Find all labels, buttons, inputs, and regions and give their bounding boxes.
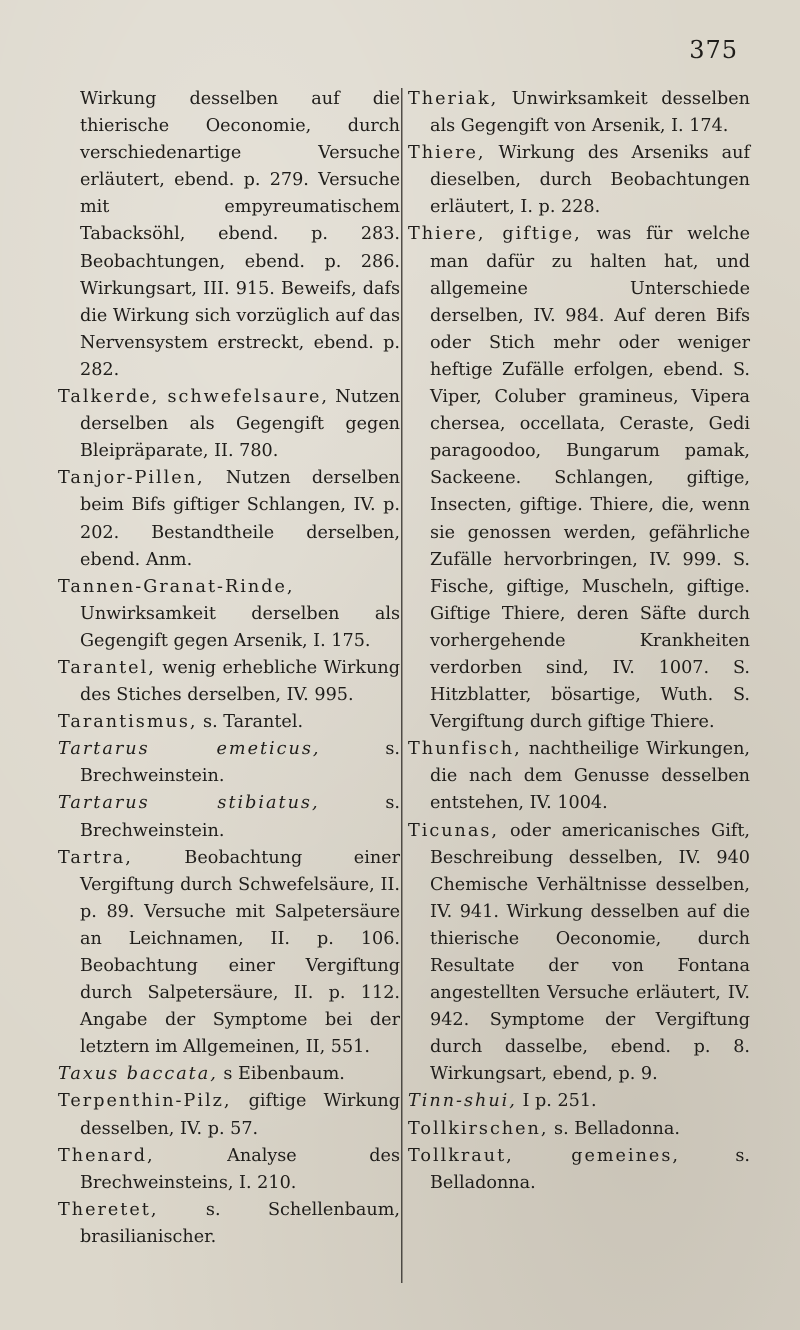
index-entry	[58, 1061, 400, 1088]
entry-headword: Tarantismus,	[58, 712, 198, 733]
entry-headword: Tannen-Granat-Rinde,	[58, 576, 295, 597]
index-entry	[408, 818, 750, 1089]
index-entry	[408, 1088, 750, 1115]
index-entry	[58, 790, 400, 844]
entry-headword: Tartarus emeticus,	[58, 739, 321, 760]
entry-text: Nutzen derselben als Gegengift gegen Bleipräparate, II. 780.	[80, 387, 401, 462]
index-entry	[58, 736, 400, 790]
entry-headword: Thiere, giftige,	[408, 224, 582, 245]
index-entry	[58, 574, 400, 655]
index-entry	[58, 384, 400, 465]
entry-headword: Tinn-shui,	[408, 1091, 517, 1112]
entry-headword: Tarantel,	[58, 657, 156, 678]
entry-headword: Ticunas,	[408, 820, 499, 841]
index-entry	[408, 140, 750, 221]
entry-headword: Tanjor-Pillen,	[58, 468, 205, 489]
entry-headword: Taxus baccata,	[58, 1064, 218, 1085]
entry-text: Beobachtung einer Vergiftung durch Schwefelsäure, II. p. 89. Versuche mit Salpetersäure an Leichnamen, II. p. 106. Beobachtung einer Vergiftung durch Salpetersäure, II. p. 112. Angabe der Symptome bei der letztern im Allgemeinen, II, 551.	[80, 847, 400, 1058]
index-entry	[58, 709, 400, 736]
entry-headword: Thunfisch,	[408, 739, 522, 760]
index-entry	[58, 1143, 400, 1197]
entry-text: wenig erhebliche Wirkung des Stiches derselben, IV. 995.	[80, 657, 400, 706]
entry-headword: Thenard,	[58, 1145, 155, 1166]
index-entry	[58, 86, 400, 384]
index-column-right	[408, 86, 750, 1197]
entry-text: s. Brechweinstein.	[80, 739, 401, 787]
entry-headword: Thiere,	[408, 143, 486, 164]
column-divider	[401, 88, 403, 1283]
entry-text: s. Brechweinstein.	[80, 793, 400, 841]
entry-headword: Terpenthin-Pilz,	[58, 1091, 232, 1112]
entry-text: s Eibenbaum.	[217, 1064, 345, 1085]
index-entry	[408, 221, 750, 736]
entry-text: s. Belladonna.	[548, 1118, 680, 1139]
index-entry	[58, 1197, 400, 1251]
entry-text: nachtheilige Wirkungen, die nach dem Genusse desselben entstehen, IV. 1004.	[430, 739, 750, 814]
entry-text: s. Belladonna.	[430, 1145, 750, 1193]
entry-text: Wirkung desselben auf die thierische Oeconomie, durch verschiedenartige Versuche erläutert, ebend. p. 279. Versuche mit empyreumatischem Tabacksöhl, ebend. p. 283. Beobachtungen, ebend. p. 286. Wirkungsart, III. 915. Beweifs, dafs die Wirkung sich vorzüglich auf das Nervensystem erstreckt, ebend. p. 282.	[80, 89, 400, 380]
entry-headword: Tollkraut, gemeines,	[408, 1145, 680, 1166]
entry-text: oder americanisches Gift, Beschreibung desselben, IV. 940 Chemische Verhältnisse desselben, IV. 941. Wirkung desselben auf die thierische Oeconomie, durch Resultate der von Fontana angestellten Versuche erläutert, IV. 942. Symptome der Vergiftung durch dasselbe, ebend. p. 8. Wirkungsart, ebend, p. 9.	[430, 820, 750, 1085]
entry-text: Unwirksamkeit derselben als Gegengift gegen Arsenik, I. 175.	[80, 603, 400, 651]
entry-headword: Theretet,	[58, 1199, 159, 1220]
entry-text: was für welche man dafür zu halten hat, und allgemeine Unterschiede derselben, IV. 984. Auf deren Bifs oder Stich mehr oder weniger heftige Zufälle erfolgen, ebend. S. Viper, Coluber gramineus, Vipera chersea, occellata, Ceraste, Gedi paragoodoo, Bungarum pamak, Sackeene. Schlangen, giftige, Insecten, giftige. Thiere, die, wenn sie genossen werden, gefährliche Zufälle hervorbringen, IV. 999. S. Fische, giftige, Muscheln, giftige. Giftige Thiere, deren Säfte durch vorhergehende Krankheiten verdorben sind, IV. 1007. S. Hitzblatter, bösartige, Wuth. S. Vergiftung durch giftige Thiere.	[430, 224, 750, 733]
entry-text: giftige Wirkung desselben, IV. p. 57.	[80, 1091, 400, 1139]
entry-text: Nutzen derselben beim Bifs giftiger Schlangen, IV. p. 202. Bestandtheile derselben, ebend. Anm.	[80, 468, 400, 570]
entry-headword: Tartra,	[58, 847, 133, 868]
entry-headword: Tollkirschen,	[408, 1118, 549, 1139]
entry-text: s. Tarantel.	[197, 712, 304, 733]
index-entry	[408, 86, 750, 140]
entry-text: I p. 251.	[516, 1091, 597, 1112]
entry-headword: Talkerde, schwefelsaure,	[58, 387, 329, 408]
index-entry	[408, 1116, 750, 1143]
entry-text: Unwirksamkeit desselben als Gegengift von Arsenik, I. 174.	[430, 89, 750, 137]
index-entry	[408, 1143, 750, 1197]
page-number: 375	[689, 36, 738, 64]
index-entry	[58, 1088, 400, 1142]
entry-headword: Tartarus stibiatus,	[58, 793, 320, 814]
index-entry	[58, 845, 400, 1062]
index-entry	[58, 465, 400, 573]
entry-text: Analyse des Brechweinsteins, I. 210.	[80, 1145, 400, 1193]
entry-text: Wirkung des Arseniks auf dieselben, durch Beobachtungen erläutert, I. p. 228.	[430, 143, 750, 218]
entry-text: s. Schellenbaum, brasilianischer.	[80, 1199, 400, 1247]
entry-headword: Theriak,	[408, 89, 499, 109]
index-entry	[408, 736, 750, 817]
index-entry	[58, 655, 400, 709]
index-column-left	[58, 86, 400, 1251]
